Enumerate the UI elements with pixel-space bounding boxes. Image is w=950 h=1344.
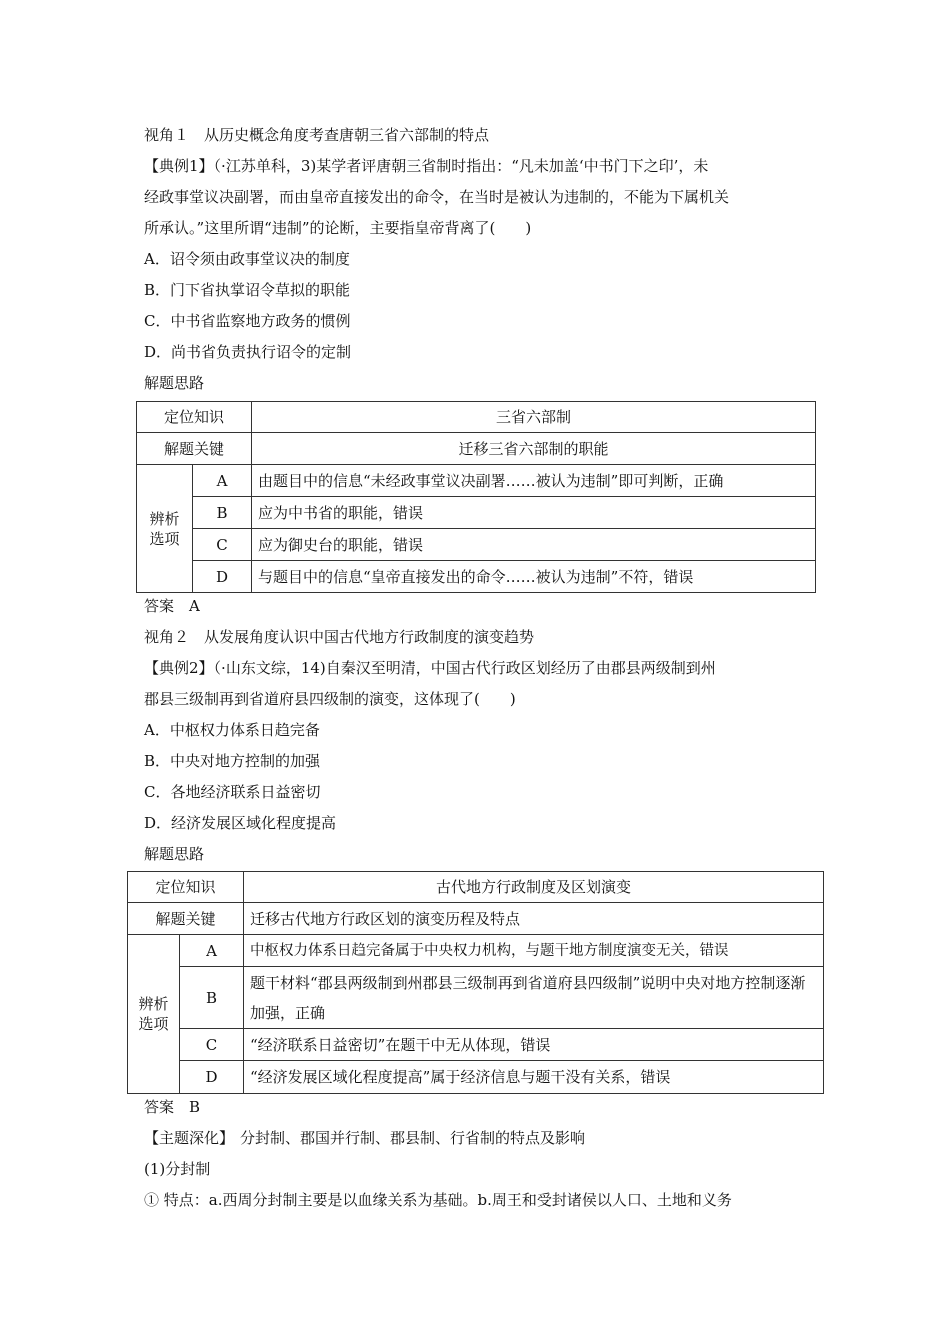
table2-group-label: 辨析选项 xyxy=(128,935,180,1094)
example2-line1 xyxy=(144,658,716,678)
example1-analysis-table xyxy=(136,401,816,593)
table1-opt-c: C xyxy=(193,529,252,561)
table2-text-c: “经济联系日益密切”在题干中无从体现，错误 xyxy=(244,1029,824,1061)
example1-label: 【典例1】 xyxy=(144,157,214,175)
table2-opt-d: D xyxy=(180,1061,244,1094)
example2-option-d: D．经济发展区域化程度提高 xyxy=(144,814,337,832)
table2-text-d: “经济发展区域化程度提高”属于经济信息与题干没有关系，错误 xyxy=(244,1061,824,1094)
table1-opt-b: B xyxy=(193,497,252,529)
example2-text1: （·山东文综，14)自秦汉至明清，中国古代行政区划经历了由郡县两级制到州 xyxy=(213,659,716,677)
table2-text-b: 题干材料“郡县两级制到州郡县三级制再到省道府县四级制”说明中央对地方控制逐渐加强，正确 xyxy=(244,967,824,1029)
table1-r1-label: 定位知识 xyxy=(137,402,252,433)
example1-option-b: B．门下省执掌诏令草拟的职能 xyxy=(144,281,351,299)
table1-opt-d: D xyxy=(193,561,252,593)
table2-text-a: 中枢权力体系日趋完备属于中央权力机构，与题干地方制度演变无关，错误 xyxy=(244,935,824,967)
table1-text-a: 由题目中的信息“未经政事堂议决副署……被认为违制”即可判断，正确 xyxy=(252,465,816,497)
example1-line1 xyxy=(144,156,708,176)
section1-heading: 视角１ 从历史概念角度考查唐朝三省六部制的特点 xyxy=(144,126,490,144)
example1-line2: 经政事堂议决副署，而由皇帝直接发出的命令，在当时是被认为违制的，不能为下属机关 xyxy=(144,188,730,206)
table1-r2-label: 解题关键 xyxy=(137,433,252,465)
example1-answer: 答案 A xyxy=(144,597,200,615)
table2-r1-value: 古代地方行政制度及区划演变 xyxy=(244,872,824,903)
table1-text-b: 应为中书省的职能，错误 xyxy=(252,497,816,529)
table1-opt-a: A xyxy=(193,465,252,497)
section2-heading: 视角２ 从发展角度认识中国古代地方行政制度的演变趋势 xyxy=(144,628,535,646)
table2-opt-b: B xyxy=(180,967,244,1029)
table2-opt-a: A xyxy=(180,935,244,967)
example2-answer: 答案 B xyxy=(144,1098,201,1116)
table2-r2-value: 迁移古代地方行政区划的演变历程及特点 xyxy=(244,903,824,935)
deepen-label: 【主题深化】 xyxy=(144,1129,235,1147)
table1-text-d: 与题目中的信息“皇帝直接发出的命令……被认为违制”不符，错误 xyxy=(252,561,816,593)
deepen-point1: ① 特点：a.西周分封制主要是以血缘关系为基础。b.周王和受封诸侯以人口、土地和义务 xyxy=(144,1191,732,1209)
example2-option-a: A．中枢权力体系日趋完备 xyxy=(144,721,320,739)
example1-option-d: D．尚书省负责执行诏令的定制 xyxy=(144,343,352,361)
table2-r1-label: 定位知识 xyxy=(128,872,244,903)
example2-line2: 郡县三级制再到省道府县四级制的演变，这体现了( ) xyxy=(144,690,516,708)
example1-line3: 所承认。”这里所谓“违制”的论断，主要指皇帝背离了( ) xyxy=(144,219,532,237)
example2-label: 【典例2】 xyxy=(144,659,214,677)
table1-text-c: 应为御史台的职能，错误 xyxy=(252,529,816,561)
table1-group-label: 辨析选项 xyxy=(137,465,193,593)
example1-option-c: C．中书省监察地方政务的惯例 xyxy=(144,312,351,330)
table1-r2-value: 迁移三省六部制的职能 xyxy=(252,433,816,465)
table2-r2-label: 解题关键 xyxy=(128,903,244,935)
example2-option-c: C．各地经济联系日益密切 xyxy=(144,783,321,801)
table2-opt-c: C xyxy=(180,1029,244,1061)
deepen-line xyxy=(144,1128,585,1148)
example2-analysis-table xyxy=(127,871,824,1094)
example2-analysis-title: 解题思路 xyxy=(144,845,205,863)
table1-r1-value: 三省六部制 xyxy=(252,402,816,433)
example1-analysis-title: 解题思路 xyxy=(144,374,205,392)
deepen-title: 分封制、郡国并行制、郡县制、行省制的特点及影响 xyxy=(240,1129,586,1147)
example1-option-a: A．诏令须由政事堂议决的制度 xyxy=(144,250,350,268)
example2-option-b: B．中央对地方控制的加强 xyxy=(144,752,321,770)
deepen-sub1: (1)分封制 xyxy=(144,1160,211,1178)
example1-text1: （·江苏单科，3)某学者评唐朝三省制时指出：“凡未加盖‘中书门下之印’，未 xyxy=(213,157,709,175)
